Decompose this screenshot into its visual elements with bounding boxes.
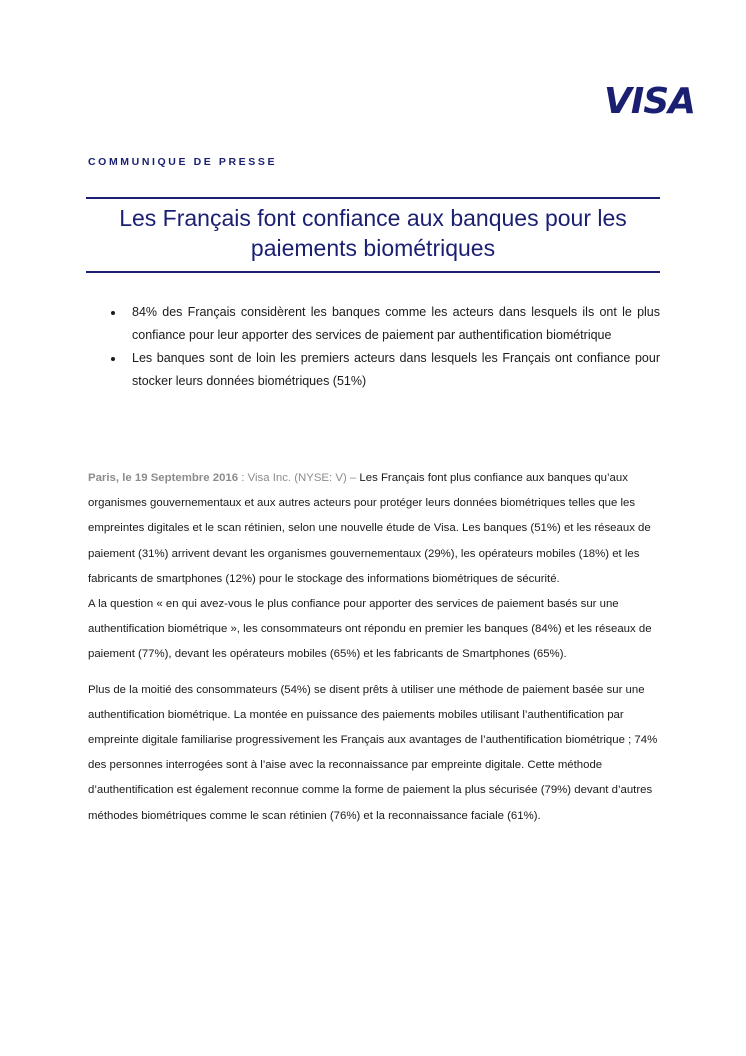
paragraph-1-text: Les Français font plus confiance aux banques qu’aux organismes gouvernementaux et aux autres acteurs pour protéger leurs données biométriques telles que les empreintes digitales et le scan rétinien, selon une nouvelle étude de Visa. Les banques (51%) et les réseaux de paiement (31%) arrivent devant les organismes gouvernementaux (29%), les opérateurs mobiles (18%) et les fabricants de smartphones (12%) pour le stockage des informations biométriques de sécurité. — [88, 472, 651, 585]
paragraph-2: A la question « en qui avez-vous le plus confiance pour apporter des services de paiement basés sur une authentification biométrique », les consommateurs ont répondu en premier les banques (84%) et les réseaux de paiement (77%), devant les opérateurs mobiles (65%) et les fabricants de Smartphones (65%). — [88, 598, 652, 661]
paragraph-3: Plus de la moitié des consommateurs (54%) se disent prêts à utiliser une méthode de paiement basée sur une authentification biométrique. La montée en puissance des paiements mobiles utilisant l’authentification par empreinte digitale familiarise progressivement les Français aux avantages de l’authentification biométrique ; 74% des personnes interrogées sont à l’aise avec la reconnaissance par empreinte digitale. Cette méthode d’authentification est également reconnue comme la forme de paiement la plus sécurisée (79%) devant d’autres méthodes biométriques comme le scan rétinien (76%) et la reconnaissance faciale (61%). — [88, 683, 658, 822]
visa-logo: VISA — [604, 81, 696, 122]
dateline — [88, 472, 359, 484]
paragraph-1 — [88, 466, 663, 592]
headline-line-1: Les Français font confiance aux banques pour les — [119, 205, 627, 231]
key-points-list — [108, 301, 660, 393]
article-body — [88, 466, 663, 829]
headline-line-2: paiements biométriques — [250, 235, 496, 261]
headline — [86, 203, 660, 263]
bullet-item: Les banques sont de loin les premiers acteurs dans lesquels les Français ont confiance pour stocker leurs données biométriques (51%) — [108, 347, 660, 393]
dateline-source: : Visa Inc. (NYSE: V) – — [238, 472, 360, 484]
headline-top-rule — [86, 197, 660, 199]
dateline-place-date: Paris, le 19 Septembre 2016 — [88, 472, 239, 484]
bullet-item: 84% des Français considèrent les banques comme les acteurs dans lesquels ils ont le plus confiance pour leur apporter des services de paiement par authentification biométrique — [108, 301, 660, 347]
headline-bottom-rule — [86, 271, 660, 273]
press-release-label: COMMUNIQUE DE PRESSE — [88, 156, 278, 168]
